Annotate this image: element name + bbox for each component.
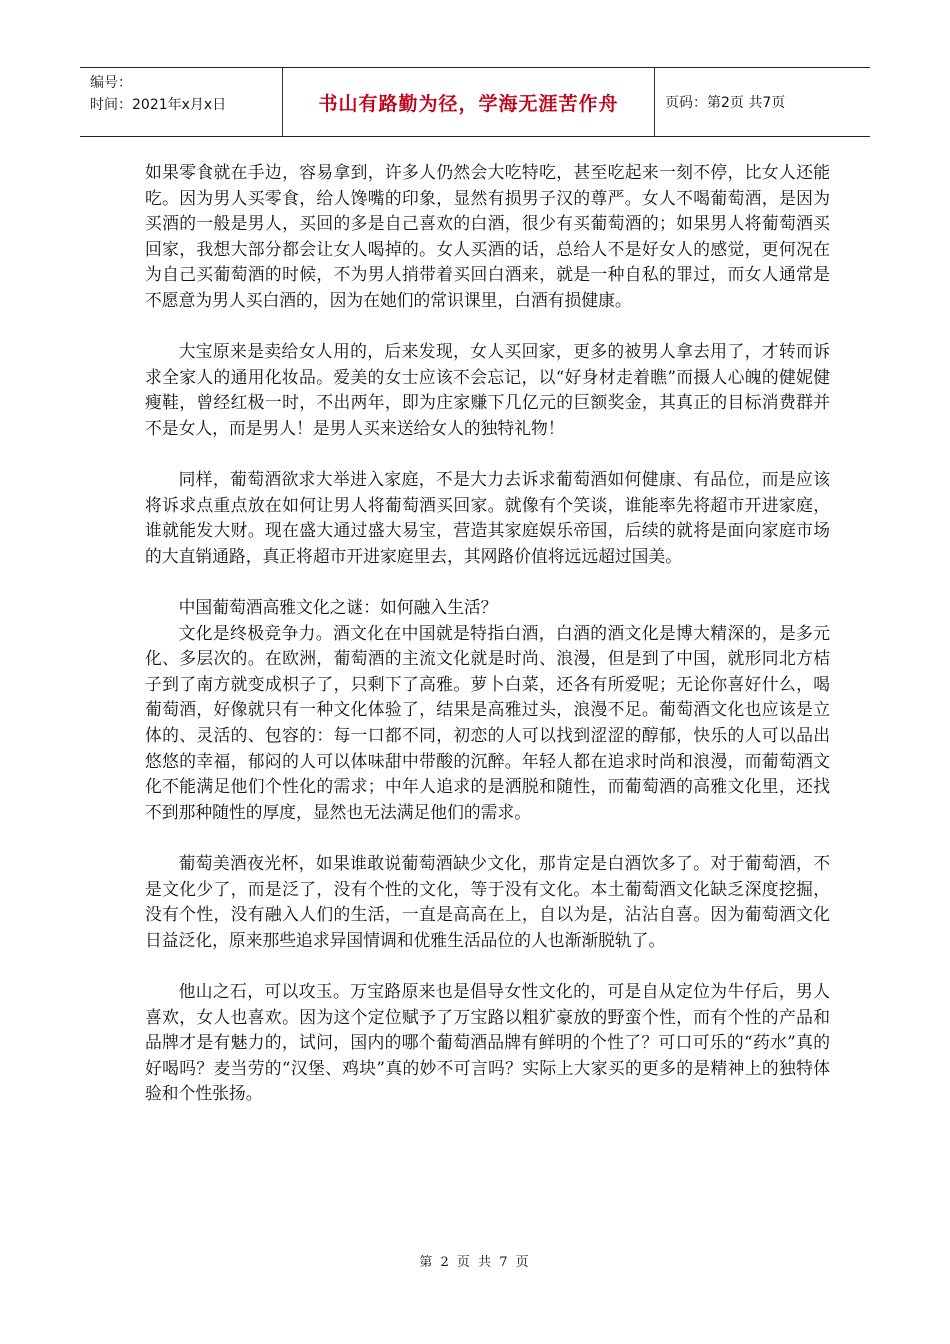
document-date: 时间：2021年x月x日 [90, 97, 227, 113]
page-footer: 第 2 页 共 7 页 [419, 1255, 531, 1270]
paragraph-4: 文化是终极竞争力。酒文化在中国就是特指白酒，白酒的酒文化是博大精深的，是多元化、多层次的。在欧洲，葡萄酒的主流文化就是时尚、浪漫，但是到了中国，就形同北方桔子到了南方就变成枳子了，只剩下了高雅。萝卜白菜，还各有所爱呢；无论你喜好什么，喝葡萄酒，好像就只有一种文化体验了，结果是高雅过头，浪漫不足。葡萄酒文化也应该是立体的、灵活的、包容的：每一口都不同，初恋的人可以找到涩涩的醇郁，快乐的人可以品出悠悠的幸福，郁闷的人可以体味甜中带酸的沉醉。年轻人都在追求时尚和浪漫，而葡萄酒文化不能满足他们个性化的需求；中年人追求的是洒脱和随性，而葡萄酒的高雅文化里，还找不到那种随性的厚度，显然也无法满足他们的需求。 [145, 622, 830, 822]
section-heading: 中国葡萄酒高雅文化之谜：如何融入生活？ [178, 597, 498, 618]
document-body [145, 160, 830, 1133]
paragraph-6: 他山之石，可以攻玉。万宝路原来也是倡导女性文化的，可是自从定位为牛仔后，男人喜欢，女人也喜欢。因为这个定位赋予了万宝路以粗犷豪放的野蛮个性，而有个性的产品和品牌才是有魅力的，试问，国内的哪个葡萄酒品牌有鲜明的个性了？可口可乐的“药水”真的好喝吗？麦当劳的“汉堡、鸡块”真的妙不可言吗？实际上大家买的更多的是精神上的独特体验和个性张扬。 [145, 981, 830, 1104]
header-motto: 书山有路勤为径，学海无涯苦作舟 [318, 92, 619, 115]
paragraph-1: 如果零食就在手边，容易拿到，许多人仍然会大吃特吃，甚至吃起来一刻不停，比女人还能吃。因为男人买零食，给人馋嘴的印象，显然有损男子汉的尊严。女人不喝葡萄酒，是因为买酒的一般是男人，买回的多是自己喜欢的白酒，很少有买葡萄酒的；如果男人将葡萄酒买回家，我想大部分都会让女人喝掉的。女人买酒的话，总给人不是好女人的感觉，更何况在为自己买葡萄酒的时候，不为男人捎带着买回白酒来，就是一种自私的罪过，而女人通常是不愿意为男人买白酒的，因为在她们的常识课里，白酒有损健康。 [145, 162, 830, 310]
header-meta [80, 68, 283, 136]
header-page-number: 页码：第2页 共7页 [665, 95, 786, 111]
header-page-cell [655, 68, 870, 136]
document-number: 编号： [90, 75, 132, 91]
paragraph-5: 葡萄美酒夜光杯，如果谁敢说葡萄酒缺少文化，那肯定是白酒饮多了。对于葡萄酒，不是文化少了，而是泛了，没有个性的文化，等于没有文化。本土葡萄酒文化缺乏深度挖掘，没有个性，没有融入人们的生活，一直是高高在上，自以为是，沾沾自喜。因为葡萄酒文化日益泛化，原来那些追求异国情调和优雅生活品位的人也渐渐脱轨了。 [145, 853, 830, 950]
header-motto-cell [283, 68, 655, 136]
paragraph-3: 同样，葡萄酒欲求大举进入家庭，不是大力去诉求葡萄酒如何健康、有品位，而是应该将诉求点重点放在如何让男人将葡萄酒买回家。就像有个笑谈，谁能率先将超市开进家庭，谁就能发大财。现在盛大通过盛大易宝，营造其家庭娱乐帝国，后续的就将是面向家庭市场的大直销通路，真正将超市开进家庭里去，其网路价值将远远超过国美。 [145, 469, 830, 566]
paragraph-2: 大宝原来是卖给女人用的，后来发现，女人买回家，更多的被男人拿去用了，才转而诉求全家人的通用化妆品。爱美的女士应该不会忘记，以“好身材走着瞧”而摄人心魄的健妮健瘦鞋，曾经红极一时，不出两年，即为庄家赚下几亿元的巨额奖金，其真正的目标消费群并不是女人，而是男人！是男人买来送给女人的独特礼物！ [145, 341, 830, 438]
page-header [80, 67, 870, 137]
